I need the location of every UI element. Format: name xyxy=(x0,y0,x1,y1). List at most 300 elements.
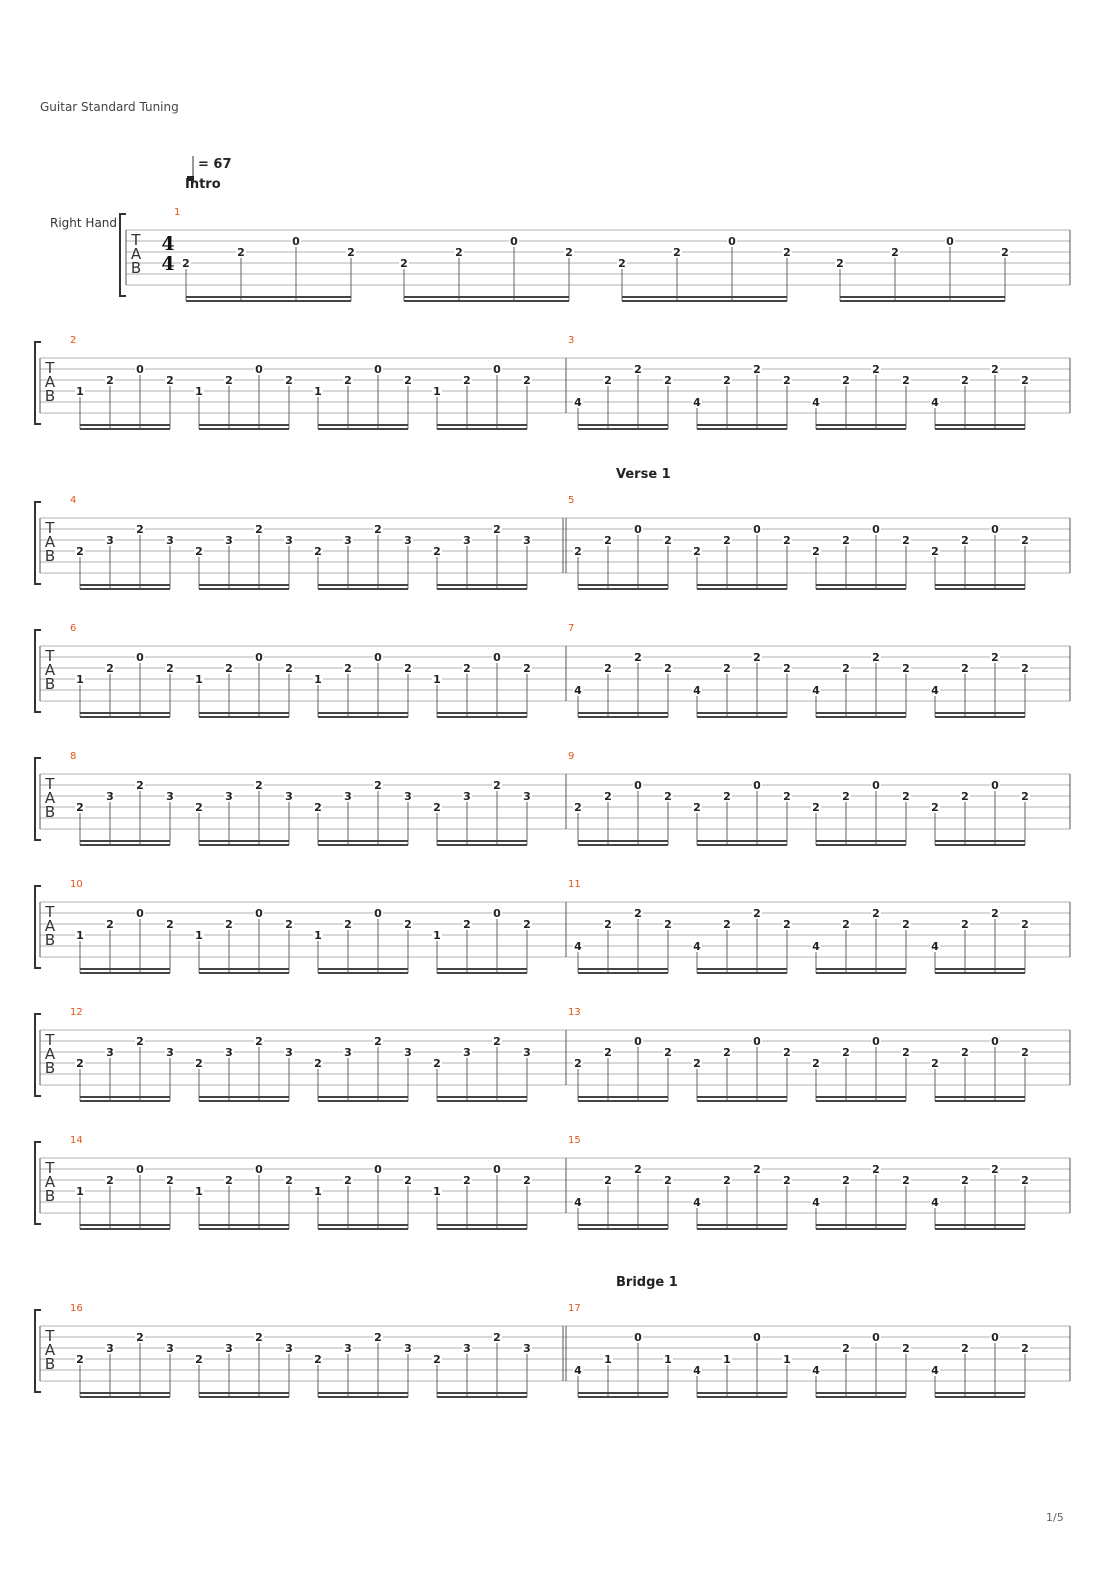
fret-number: 2 xyxy=(634,363,642,376)
fret-number: 3 xyxy=(225,534,233,547)
measure-number: 2 xyxy=(70,335,77,346)
fret-number: 2 xyxy=(723,1046,731,1059)
fret-number: 0 xyxy=(374,363,382,376)
fret-number: 2 xyxy=(166,662,174,675)
fret-number: 2 xyxy=(106,1174,114,1187)
fret-number: 2 xyxy=(961,662,969,675)
fret-number: 2 xyxy=(961,918,969,931)
tab-clef-letter: B xyxy=(44,675,56,693)
fret-number: 2 xyxy=(195,801,203,814)
track-name-label: Right Hand xyxy=(50,216,118,230)
fret-number: 2 xyxy=(285,1174,293,1187)
fret-number: 0 xyxy=(136,363,144,376)
fret-number: 0 xyxy=(728,235,736,248)
fret-number: 2 xyxy=(166,1174,174,1187)
fret-number: 2 xyxy=(136,779,144,792)
fret-number: 2 xyxy=(634,651,642,664)
fret-number: 1 xyxy=(195,1185,203,1198)
fret-number: 2 xyxy=(634,1163,642,1176)
fret-number: 2 xyxy=(463,1174,471,1187)
fret-number: 1 xyxy=(314,673,322,686)
fret-number: 0 xyxy=(753,1035,761,1048)
fret-number: 1 xyxy=(433,673,441,686)
fret-number: 2 xyxy=(255,523,263,536)
fret-number: 2 xyxy=(1021,1046,1029,1059)
fret-number: 3 xyxy=(285,534,293,547)
fret-number: 2 xyxy=(604,534,612,547)
measure-number: 17 xyxy=(568,1303,581,1314)
tab-clef-letter: A xyxy=(44,789,56,807)
fret-number: 0 xyxy=(255,651,263,664)
fret-number: 2 xyxy=(931,545,939,558)
fret-number: 3 xyxy=(404,1046,412,1059)
fret-number: 2 xyxy=(523,1174,531,1187)
fret-number: 2 xyxy=(255,779,263,792)
fret-number: 0 xyxy=(374,1163,382,1176)
fret-number: 2 xyxy=(574,1057,582,1070)
fret-number: 2 xyxy=(76,1353,84,1366)
fret-number: 3 xyxy=(285,1046,293,1059)
fret-number: 2 xyxy=(285,374,293,387)
fret-number: 2 xyxy=(872,651,880,664)
fret-number: 2 xyxy=(455,246,463,259)
fret-number: 2 xyxy=(76,545,84,558)
measure-number: 14 xyxy=(70,1135,83,1146)
measure-number: 8 xyxy=(70,751,77,762)
fret-number: 2 xyxy=(347,246,355,259)
fret-number: 0 xyxy=(374,651,382,664)
fret-number: 2 xyxy=(961,790,969,803)
fret-number: 2 xyxy=(106,662,114,675)
fret-number: 3 xyxy=(166,534,174,547)
fret-number: 0 xyxy=(493,907,501,920)
fret-number: 2 xyxy=(872,907,880,920)
fret-number: 4 xyxy=(693,396,701,409)
fret-number: 0 xyxy=(872,523,880,536)
measure-number: 7 xyxy=(568,623,575,634)
fret-number: 2 xyxy=(902,918,910,931)
tab-clef-letter: B xyxy=(44,931,56,949)
fret-number: 2 xyxy=(961,1342,969,1355)
fret-number: 2 xyxy=(961,1174,969,1187)
measure-number: 9 xyxy=(568,751,575,762)
tuning-label: Guitar Standard Tuning xyxy=(40,100,179,114)
fret-number: 2 xyxy=(604,662,612,675)
fret-number: 3 xyxy=(344,1046,352,1059)
fret-number: 1 xyxy=(314,1185,322,1198)
fret-number: 0 xyxy=(510,235,518,248)
fret-number: 2 xyxy=(812,801,820,814)
fret-number: 4 xyxy=(812,396,820,409)
fret-number: 1 xyxy=(76,1185,84,1198)
tab-clef-letter: B xyxy=(44,1355,56,1373)
fret-number: 2 xyxy=(991,907,999,920)
staff-bracket xyxy=(120,214,126,296)
fret-number: 3 xyxy=(166,1046,174,1059)
fret-number: 0 xyxy=(255,907,263,920)
fret-number: 1 xyxy=(783,1353,791,1366)
fret-number: 2 xyxy=(225,918,233,931)
fret-number: 2 xyxy=(106,374,114,387)
measure-number: 4 xyxy=(70,495,77,506)
fret-number: 4 xyxy=(574,940,582,953)
tab-clef-letter: A xyxy=(44,533,56,551)
measure-number: 12 xyxy=(70,1007,83,1018)
fret-number: 2 xyxy=(493,1035,501,1048)
tab-clef-letter: T xyxy=(45,519,55,537)
fret-number: 2 xyxy=(753,907,761,920)
fret-number: 2 xyxy=(872,1163,880,1176)
fret-number: 2 xyxy=(753,651,761,664)
tab-clef-letter: A xyxy=(44,917,56,935)
tab-clef-letter: T xyxy=(45,647,55,665)
fret-number: 4 xyxy=(812,940,820,953)
fret-number: 4 xyxy=(931,940,939,953)
fret-number: 0 xyxy=(753,523,761,536)
fret-number: 4 xyxy=(693,1196,701,1209)
fret-number: 2 xyxy=(693,801,701,814)
fret-number: 4 xyxy=(931,396,939,409)
fret-number: 0 xyxy=(634,1331,642,1344)
fret-number: 4 xyxy=(812,684,820,697)
fret-number: 0 xyxy=(872,1331,880,1344)
section-label: Verse 1 xyxy=(616,467,671,482)
measure-number: 15 xyxy=(568,1135,581,1146)
fret-number: 2 xyxy=(195,545,203,558)
fret-number: 2 xyxy=(842,1046,850,1059)
fret-number: 2 xyxy=(664,374,672,387)
fret-number: 2 xyxy=(891,246,899,259)
fret-number: 2 xyxy=(604,1046,612,1059)
fret-number: 2 xyxy=(723,790,731,803)
fret-number: 2 xyxy=(285,918,293,931)
fret-number: 2 xyxy=(723,534,731,547)
fret-number: 2 xyxy=(664,1046,672,1059)
fret-number: 2 xyxy=(1021,790,1029,803)
fret-number: 4 xyxy=(931,1364,939,1377)
fret-number: 0 xyxy=(493,363,501,376)
fret-number: 2 xyxy=(1001,246,1009,259)
fret-number: 1 xyxy=(76,673,84,686)
fret-number: 2 xyxy=(902,1174,910,1187)
fret-number: 2 xyxy=(783,662,791,675)
fret-number: 3 xyxy=(463,1342,471,1355)
fret-number: 2 xyxy=(285,662,293,675)
fret-number: 2 xyxy=(812,1057,820,1070)
fret-number: 2 xyxy=(664,662,672,675)
fret-number: 1 xyxy=(433,929,441,942)
fret-number: 2 xyxy=(783,1046,791,1059)
fret-number: 3 xyxy=(523,790,531,803)
fret-number: 2 xyxy=(842,1174,850,1187)
fret-number: 1 xyxy=(433,385,441,398)
tab-clef-letter: T xyxy=(45,775,55,793)
fret-number: 2 xyxy=(400,257,408,270)
fret-number: 2 xyxy=(195,1057,203,1070)
fret-number: 2 xyxy=(76,801,84,814)
fret-number: 2 xyxy=(604,1174,612,1187)
fret-number: 2 xyxy=(961,374,969,387)
fret-number: 2 xyxy=(664,534,672,547)
section-label: Bridge 1 xyxy=(616,1275,678,1290)
fret-number: 2 xyxy=(463,662,471,675)
fret-number: 0 xyxy=(753,1331,761,1344)
fret-number: 2 xyxy=(902,374,910,387)
tempo-mark: = 67 xyxy=(198,157,232,172)
tab-clef-letter: B xyxy=(44,1187,56,1205)
tab-clef-letter: B xyxy=(44,1059,56,1077)
fret-number: 2 xyxy=(433,1353,441,1366)
fret-number: 2 xyxy=(842,918,850,931)
fret-number: 2 xyxy=(404,918,412,931)
fret-number: 2 xyxy=(182,257,190,270)
tab-clef-letter: A xyxy=(44,1341,56,1359)
fret-number: 2 xyxy=(783,1174,791,1187)
fret-number: 2 xyxy=(374,523,382,536)
fret-number: 0 xyxy=(991,1331,999,1344)
fret-number: 1 xyxy=(195,673,203,686)
tab-clef-letter: A xyxy=(44,1173,56,1191)
fret-number: 1 xyxy=(76,385,84,398)
fret-number: 3 xyxy=(463,534,471,547)
fret-number: 3 xyxy=(225,790,233,803)
fret-number: 3 xyxy=(106,1046,114,1059)
fret-number: 3 xyxy=(285,1342,293,1355)
fret-number: 2 xyxy=(255,1331,263,1344)
fret-number: 2 xyxy=(493,779,501,792)
fret-number: 4 xyxy=(693,684,701,697)
fret-number: 0 xyxy=(136,907,144,920)
fret-number: 2 xyxy=(374,779,382,792)
measure-number: 11 xyxy=(568,879,581,890)
fret-number: 3 xyxy=(106,790,114,803)
tab-clef-letter: B xyxy=(44,547,56,565)
fret-number: 1 xyxy=(664,1353,672,1366)
fret-number: 1 xyxy=(195,929,203,942)
fret-number: 2 xyxy=(574,801,582,814)
fret-number: 2 xyxy=(76,1057,84,1070)
fret-number: 2 xyxy=(783,790,791,803)
fret-number: 2 xyxy=(574,545,582,558)
fret-number: 0 xyxy=(255,363,263,376)
time-signature-digit: 4 xyxy=(161,233,175,255)
fret-number: 2 xyxy=(842,790,850,803)
fret-number: 2 xyxy=(723,1174,731,1187)
fret-number: 2 xyxy=(961,534,969,547)
measure-number: 6 xyxy=(70,623,77,634)
tab-clef-letter: A xyxy=(44,1045,56,1063)
fret-number: 2 xyxy=(237,246,245,259)
fret-number: 2 xyxy=(166,918,174,931)
fret-number: 2 xyxy=(374,1035,382,1048)
fret-number: 4 xyxy=(693,940,701,953)
fret-number: 0 xyxy=(634,1035,642,1048)
fret-number: 2 xyxy=(523,374,531,387)
fret-number: 2 xyxy=(991,1163,999,1176)
fret-number: 2 xyxy=(842,1342,850,1355)
fret-number: 2 xyxy=(783,246,791,259)
fret-number: 0 xyxy=(292,235,300,248)
fret-number: 2 xyxy=(931,801,939,814)
fret-number: 0 xyxy=(634,779,642,792)
fret-number: 3 xyxy=(404,534,412,547)
fret-number: 2 xyxy=(225,1174,233,1187)
fret-number: 2 xyxy=(225,662,233,675)
fret-number: 2 xyxy=(872,363,880,376)
fret-number: 3 xyxy=(523,534,531,547)
fret-number: 2 xyxy=(344,918,352,931)
fret-number: 0 xyxy=(136,651,144,664)
fret-number: 2 xyxy=(106,918,114,931)
fret-number: 2 xyxy=(523,918,531,931)
tab-clef-letter: T xyxy=(45,1159,55,1177)
measure-number: 1 xyxy=(174,207,181,218)
fret-number: 2 xyxy=(255,1035,263,1048)
fret-number: 2 xyxy=(604,918,612,931)
fret-number: 2 xyxy=(136,1035,144,1048)
fret-number: 3 xyxy=(225,1046,233,1059)
fret-number: 3 xyxy=(404,1342,412,1355)
fret-number: 2 xyxy=(344,1174,352,1187)
tab-clef-letter: T xyxy=(45,1031,55,1049)
fret-number: 2 xyxy=(433,545,441,558)
measure-number: 10 xyxy=(70,879,83,890)
fret-number: 4 xyxy=(931,1196,939,1209)
fret-number: 2 xyxy=(842,374,850,387)
fret-number: 2 xyxy=(344,662,352,675)
fret-number: 2 xyxy=(812,545,820,558)
fret-number: 2 xyxy=(493,1331,501,1344)
tab-clef-letter: T xyxy=(45,1327,55,1345)
fret-number: 2 xyxy=(225,374,233,387)
fret-number: 3 xyxy=(106,534,114,547)
fret-number: 4 xyxy=(812,1364,820,1377)
fret-number: 3 xyxy=(404,790,412,803)
measure-number: 5 xyxy=(568,495,575,506)
fret-number: 3 xyxy=(344,1342,352,1355)
fret-number: 2 xyxy=(374,1331,382,1344)
fret-number: 1 xyxy=(433,1185,441,1198)
fret-number: 2 xyxy=(673,246,681,259)
fret-number: 2 xyxy=(166,374,174,387)
fret-number: 2 xyxy=(902,534,910,547)
fret-number: 2 xyxy=(664,918,672,931)
fret-number: 2 xyxy=(783,374,791,387)
fret-number: 2 xyxy=(664,790,672,803)
measure-number: 13 xyxy=(568,1007,581,1018)
fret-number: 3 xyxy=(523,1342,531,1355)
fret-number: 2 xyxy=(1021,534,1029,547)
fret-number: 0 xyxy=(991,523,999,536)
fret-number: 2 xyxy=(753,363,761,376)
fret-number: 4 xyxy=(812,1196,820,1209)
fret-number: 0 xyxy=(493,651,501,664)
fret-number: 2 xyxy=(961,1046,969,1059)
fret-number: 2 xyxy=(902,1342,910,1355)
fret-number: 2 xyxy=(836,257,844,270)
fret-number: 1 xyxy=(76,929,84,942)
fret-number: 4 xyxy=(574,396,582,409)
fret-number: 0 xyxy=(991,1035,999,1048)
fret-number: 4 xyxy=(931,684,939,697)
tab-clef-letter: B xyxy=(130,259,142,277)
tab-clef-letter: A xyxy=(130,245,142,263)
fret-number: 2 xyxy=(664,1174,672,1187)
fret-number: 1 xyxy=(195,385,203,398)
fret-number: 0 xyxy=(136,1163,144,1176)
time-signature-digit: 4 xyxy=(161,253,175,275)
fret-number: 2 xyxy=(433,1057,441,1070)
fret-number: 2 xyxy=(404,662,412,675)
fret-number: 2 xyxy=(404,374,412,387)
fret-number: 2 xyxy=(314,545,322,558)
fret-number: 1 xyxy=(314,385,322,398)
fret-number: 2 xyxy=(433,801,441,814)
fret-number: 2 xyxy=(195,1353,203,1366)
fret-number: 0 xyxy=(991,779,999,792)
fret-number: 2 xyxy=(463,374,471,387)
fret-number: 2 xyxy=(618,257,626,270)
fret-number: 2 xyxy=(1021,374,1029,387)
fret-number: 3 xyxy=(225,1342,233,1355)
fret-number: 3 xyxy=(463,1046,471,1059)
fret-number: 2 xyxy=(463,918,471,931)
fret-number: 2 xyxy=(842,534,850,547)
tab-clef-letter: T xyxy=(131,231,141,249)
fret-number: 0 xyxy=(946,235,954,248)
fret-number: 0 xyxy=(872,1035,880,1048)
fret-number: 2 xyxy=(1021,1342,1029,1355)
fret-number: 3 xyxy=(344,534,352,547)
fret-number: 2 xyxy=(991,363,999,376)
section-label: Intro xyxy=(185,177,221,192)
fret-number: 2 xyxy=(693,1057,701,1070)
fret-number: 1 xyxy=(723,1353,731,1366)
tab-clef-letter: A xyxy=(44,661,56,679)
measure-number: 16 xyxy=(70,1303,83,1314)
fret-number: 2 xyxy=(783,918,791,931)
fret-number: 3 xyxy=(344,790,352,803)
fret-number: 2 xyxy=(991,651,999,664)
fret-number: 0 xyxy=(493,1163,501,1176)
fret-number: 2 xyxy=(604,374,612,387)
fret-number: 0 xyxy=(872,779,880,792)
fret-number: 2 xyxy=(753,1163,761,1176)
fret-number: 0 xyxy=(634,523,642,536)
tab-clef-letter: B xyxy=(44,803,56,821)
fret-number: 2 xyxy=(902,790,910,803)
fret-number: 2 xyxy=(314,801,322,814)
fret-number: 2 xyxy=(565,246,573,259)
fret-number: 3 xyxy=(106,1342,114,1355)
fret-number: 2 xyxy=(634,907,642,920)
fret-number: 3 xyxy=(463,790,471,803)
fret-number: 2 xyxy=(604,790,612,803)
fret-number: 2 xyxy=(344,374,352,387)
tab-clef-letter: T xyxy=(45,903,55,921)
fret-number: 2 xyxy=(314,1353,322,1366)
fret-number: 0 xyxy=(374,907,382,920)
fret-number: 2 xyxy=(314,1057,322,1070)
fret-number: 2 xyxy=(1021,1174,1029,1187)
fret-number: 2 xyxy=(693,545,701,558)
fret-number: 2 xyxy=(723,918,731,931)
fret-number: 2 xyxy=(902,1046,910,1059)
fret-number: 4 xyxy=(574,684,582,697)
fret-number: 4 xyxy=(693,1364,701,1377)
measure-number: 3 xyxy=(568,335,575,346)
fret-number: 2 xyxy=(136,523,144,536)
